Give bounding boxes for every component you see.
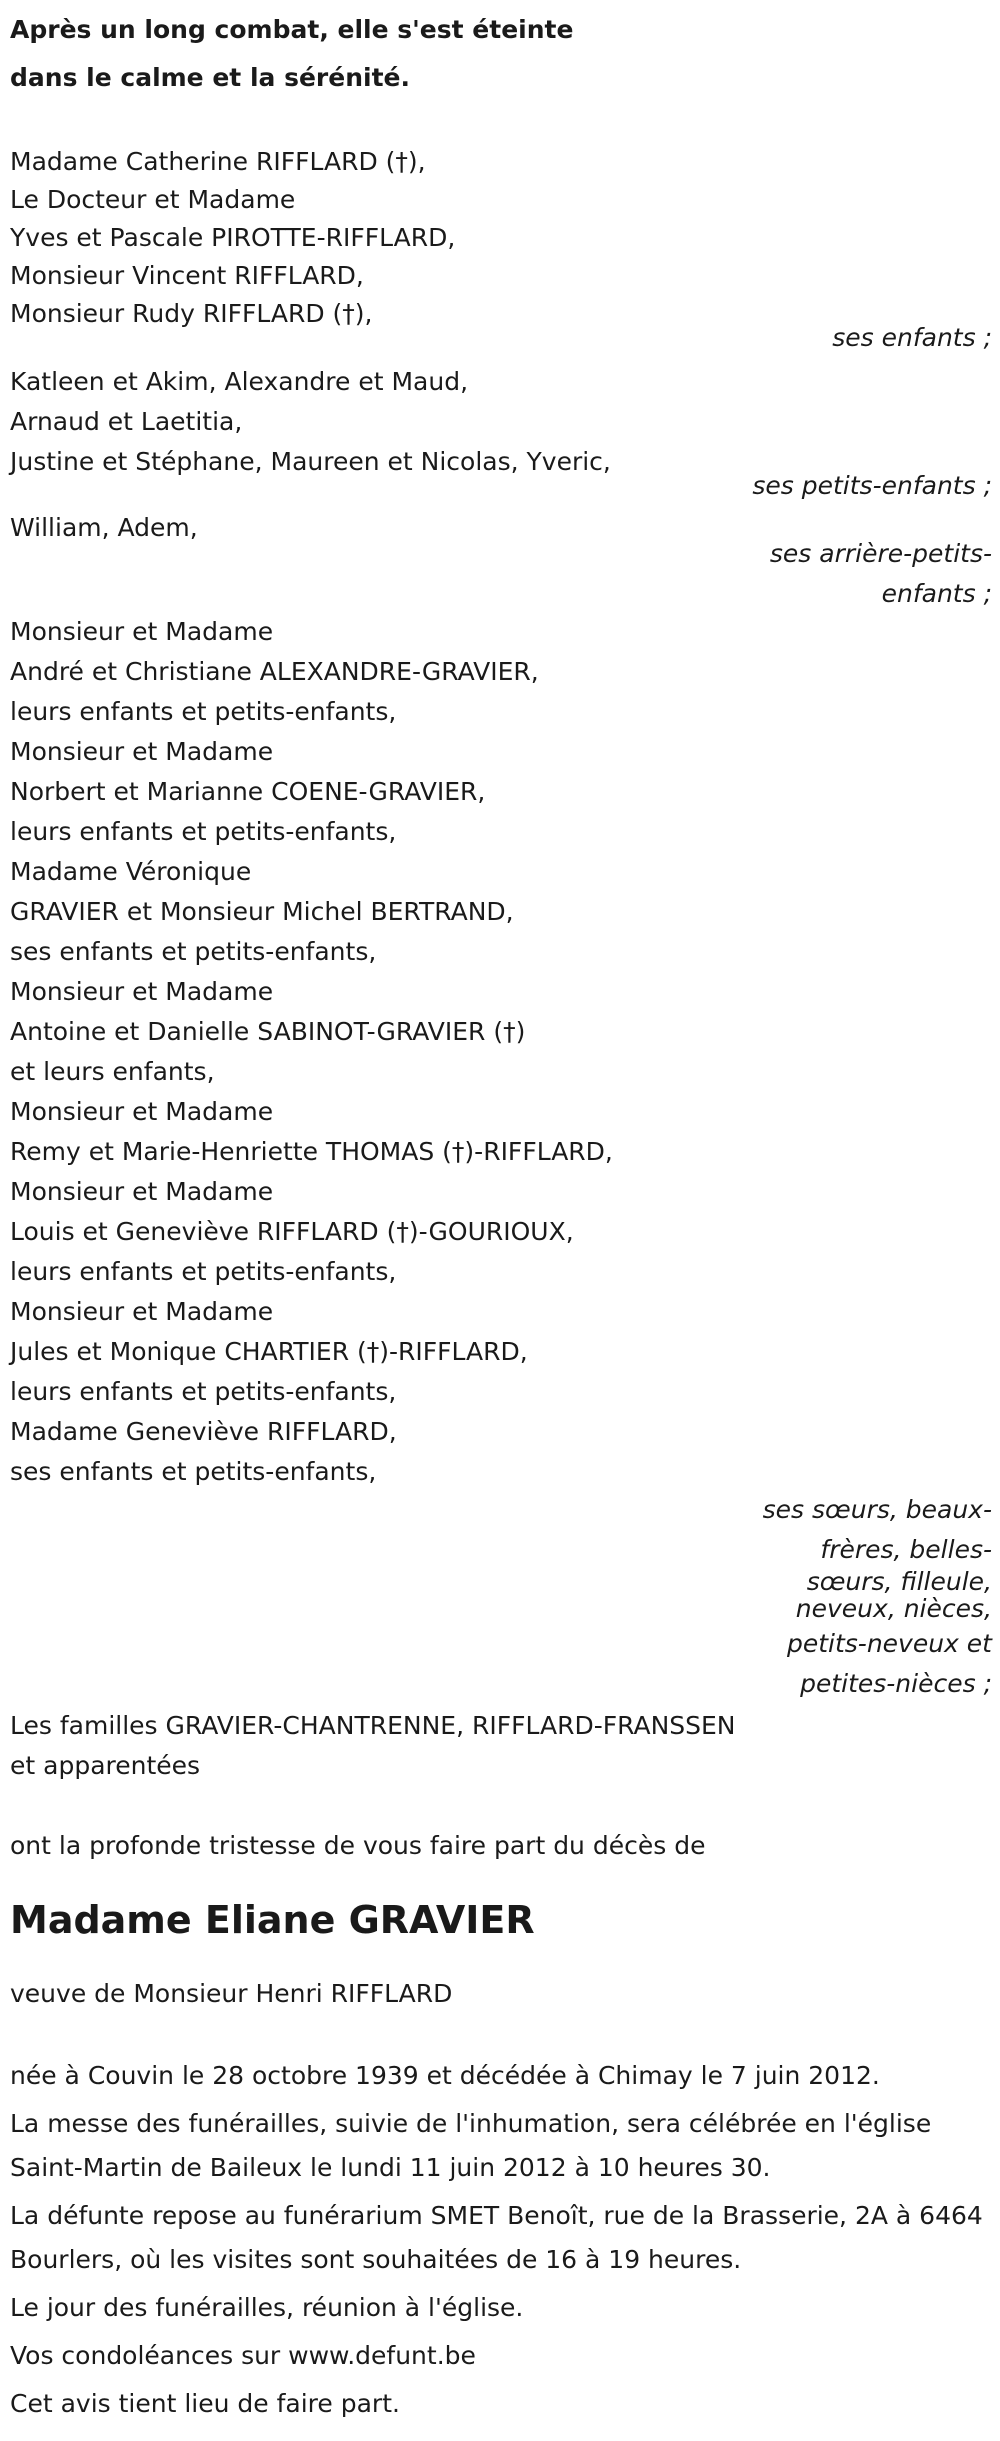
families-line: et apparentées xyxy=(10,1751,201,1780)
detail-paragraph: Cet avis tient lieu de faire part. xyxy=(10,2389,400,2418)
detail-paragraph: La messe des funérailles, suivie de l'inhumation, sera célébrée en l'église Saint-Martin de Baileux le lundi 11 juin 2012 à 10 heures 30. xyxy=(10,2109,932,2182)
name-line: Remy et Marie-Henriette THOMAS (†)-RIFFLARD, xyxy=(10,1137,613,1166)
name-line: leurs enfants et petits-enfants, xyxy=(10,1377,397,1406)
name-line: leurs enfants et petits-enfants, xyxy=(10,817,397,846)
widow-of: veuve de Monsieur Henri RIFFLARD xyxy=(10,1979,453,2008)
name-line: Justine et Stéphane, Maureen et Nicolas, Yveric, xyxy=(10,447,611,476)
families-section xyxy=(10,1706,992,1786)
deceased-name: Madame Eliane GRAVIER xyxy=(10,1898,535,1942)
relation-label-line: sœurs, filleule, xyxy=(806,1567,992,1596)
relation-label-line: petits-neveux et xyxy=(786,1629,992,1658)
name-line: Monsieur et Madame xyxy=(10,1297,274,1326)
name-line: Madame Geneviève RIFFLARD, xyxy=(10,1417,397,1446)
intro-line: dans le calme et la sérénité. xyxy=(10,63,410,92)
detail-paragraph: La défunte repose au funérarium SMET Benoît, rue de la Brasserie, 2A à 6464 Bourlers, où les visites sont souhaitées de 16 à 19 heures. xyxy=(10,2201,983,2274)
relation-label-line: neveux, nièces, xyxy=(795,1594,992,1623)
name-line: et leurs enfants, xyxy=(10,1057,215,1086)
name-line: Arnaud et Laetitia, xyxy=(10,407,243,436)
relation-label-line: ses sœurs, beaux- xyxy=(762,1495,992,1524)
detail-paragraph: Le jour des funérailles, réunion à l'église. xyxy=(10,2293,524,2322)
name-line: Le Docteur et Madame xyxy=(10,185,296,214)
name-line: Antoine et Danielle SABINOT-GRAVIER (†) xyxy=(10,1017,526,1046)
name-line: Monsieur et Madame xyxy=(10,737,274,766)
name-line: Monsieur Vincent RIFFLARD, xyxy=(10,261,364,290)
name-line: Louis et Geneviève RIFFLARD (†)-GOURIOUX, xyxy=(10,1217,574,1246)
relation-label: ses enfants ; xyxy=(832,323,992,352)
relation-label: ses petits-enfants ; xyxy=(752,471,992,500)
details-section xyxy=(10,2054,992,2426)
siblings-section xyxy=(10,612,992,1704)
name-line: Jules et Monique CHARTIER (†)-RIFFLARD, xyxy=(10,1337,528,1366)
name-line: ses enfants et petits-enfants, xyxy=(10,937,377,966)
intro xyxy=(10,6,992,102)
name-line: William, Adem, xyxy=(10,513,198,542)
name-line: Katleen et Akim, Alexandre et Maud, xyxy=(10,367,469,396)
intro-line: Après un long combat, elle s'est éteinte xyxy=(10,15,574,44)
condolences-link[interactable]: Vos condoléances sur www.defunt.be xyxy=(10,2341,476,2370)
name-line: Madame Véronique xyxy=(10,857,252,886)
name-line: leurs enfants et petits-enfants, xyxy=(10,1257,397,1286)
relation-label-line: frères, belles- xyxy=(820,1535,992,1564)
detail-paragraph: née à Couvin le 28 octobre 1939 et décédée à Chimay le 7 juin 2012. xyxy=(10,2061,880,2090)
name-line: Norbert et Marianne COENE-GRAVIER, xyxy=(10,777,486,806)
name-line: GRAVIER et Monsieur Michel BERTRAND, xyxy=(10,897,514,926)
name-line: Monsieur et Madame xyxy=(10,1097,274,1126)
name-line: Monsieur et Madame xyxy=(10,1177,274,1206)
announcement: ont la profonde tristesse de vous faire part du décès de xyxy=(10,1831,706,1860)
name-line: Yves et Pascale PIROTTE-RIFFLARD, xyxy=(10,223,456,252)
name-line: Madame Catherine RIFFLARD (†), xyxy=(10,147,426,176)
name-line: leurs enfants et petits-enfants, xyxy=(10,697,397,726)
families-line: Les familles GRAVIER-CHANTRENNE, RIFFLARD-FRANSSEN xyxy=(10,1711,736,1740)
grandchildren-section xyxy=(10,362,992,506)
name-line: Monsieur et Madame xyxy=(10,977,274,1006)
relation-label-line: ses arrière-petits- xyxy=(769,539,992,568)
children-section xyxy=(10,142,992,358)
obituary-notice xyxy=(10,6,992,2426)
name-line: ses enfants et petits-enfants, xyxy=(10,1457,377,1486)
name-line: André et Christiane ALEXANDRE-GRAVIER, xyxy=(10,657,539,686)
name-line: Monsieur Rudy RIFFLARD (†), xyxy=(10,299,373,328)
great-grandchildren-section xyxy=(10,508,992,614)
relation-label-line: enfants ; xyxy=(881,579,992,608)
relation-label xyxy=(762,1490,992,1704)
relation-label-line: petites-nièces ; xyxy=(800,1669,992,1698)
name-line: Monsieur et Madame xyxy=(10,617,274,646)
relation-label xyxy=(762,534,992,614)
